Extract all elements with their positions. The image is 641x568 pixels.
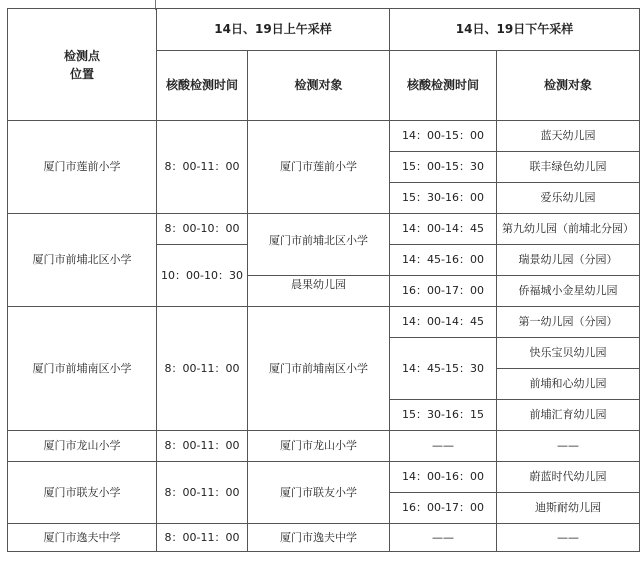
- location-cell: 厦门市逸夫中学: [8, 524, 157, 552]
- pm-target-cell: 前埔和心幼儿园: [497, 369, 640, 400]
- afternoon-sampling-header: 14日、19日下午采样: [390, 9, 640, 51]
- pm-target-cell: 瑞景幼儿园（分园）: [497, 245, 640, 276]
- pm-target-cell: 爱乐幼儿园: [497, 183, 640, 214]
- am-time-col-header: 核酸检测时间: [157, 51, 248, 121]
- pm-target-col-header: 检测对象: [497, 51, 640, 121]
- pm-target-cell: 前埔汇育幼儿园: [497, 400, 640, 431]
- location-header-line1: 检测点: [63, 48, 100, 63]
- pm-time-cell: 14：00-16：00: [390, 462, 497, 493]
- table-row: [8, 431, 640, 462]
- location-cell: 厦门市前埔北区小学: [8, 214, 157, 307]
- pm-target-cell: 蔚蓝时代幼儿园: [497, 462, 640, 493]
- pm-target-cell: ——: [497, 431, 640, 462]
- table-row: [8, 214, 640, 245]
- location-cell: 厦门市前埔南区小学: [8, 307, 157, 431]
- pm-target-cell: 联丰绿色幼儿园: [497, 152, 640, 183]
- am-target-cell: 厦门市逸夫中学: [248, 524, 390, 552]
- pm-target-cell: 第九幼儿园（前埔北分园）: [497, 214, 640, 245]
- am-target-cell: 厦门市龙山小学: [248, 431, 390, 462]
- pm-time-cell: 15：30-16：15: [390, 400, 497, 431]
- am-time-cell: 8：00-11：00: [157, 524, 248, 552]
- pm-time-cell: 15：00-15：30: [390, 152, 497, 183]
- location-cell: 厦门市莲前小学: [8, 121, 157, 214]
- am-time-cell: 8：00-10：00: [157, 214, 248, 245]
- pm-target-cell: 迪斯耐幼儿园: [497, 493, 640, 524]
- location-cell: 厦门市联友小学: [8, 462, 157, 524]
- am-time-cell: 8：00-11：00: [157, 462, 248, 524]
- location-header: [8, 9, 157, 121]
- pm-time-cell: 14：45-16：00: [390, 245, 497, 276]
- am-time-cell: 8：00-11：00: [157, 431, 248, 462]
- pm-time-cell: ——: [390, 524, 497, 552]
- pm-time-cell: 14：00-15：00: [390, 121, 497, 152]
- table-row: [8, 524, 640, 552]
- pm-target-cell: 蓝天幼儿园: [497, 121, 640, 152]
- morning-sampling-header: 14日、19日上午采样: [157, 9, 390, 51]
- pm-time-cell: 14：00-14：45: [390, 214, 497, 245]
- pm-time-cell: 14：45-15：30: [390, 338, 497, 400]
- location-header-line2: 位置: [69, 66, 94, 81]
- am-time-cell: 8：00-11：00: [157, 307, 248, 431]
- am-target-cell: 厦门市联友小学: [248, 462, 390, 524]
- am-target-cell: 厦门市前埔北区小学: [248, 214, 390, 276]
- am-target-cell: 晨果幼儿园: [248, 276, 390, 307]
- sampling-schedule-table: [7, 8, 640, 552]
- pm-time-cell: 16：00-17：00: [390, 276, 497, 307]
- pm-time-cell: 14：00-14：45: [390, 307, 497, 338]
- pm-time-cell: 15：30-16：00: [390, 183, 497, 214]
- pm-time-cell: ——: [390, 431, 497, 462]
- table-row: [8, 307, 640, 338]
- pm-target-cell: ——: [497, 524, 640, 552]
- am-time-cell: 8：00-11：00: [157, 121, 248, 214]
- pm-target-cell: 快乐宝贝幼儿园: [497, 338, 640, 369]
- pm-time-col-header: 核酸检测时间: [390, 51, 497, 121]
- am-target-cell: 厦门市前埔南区小学: [248, 307, 390, 431]
- am-target-cell: 厦门市莲前小学: [248, 121, 390, 214]
- am-target-col-header: 检测对象: [248, 51, 390, 121]
- pm-target-cell: 第一幼儿园（分园）: [497, 307, 640, 338]
- table-row: [8, 462, 640, 493]
- table-row: [8, 121, 640, 152]
- pm-time-cell: 16：00-17：00: [390, 493, 497, 524]
- am-time-cell: 10：00-10：30: [157, 245, 248, 307]
- location-cell: 厦门市龙山小学: [8, 431, 157, 462]
- pm-target-cell: 侨福城小金星幼儿园: [497, 276, 640, 307]
